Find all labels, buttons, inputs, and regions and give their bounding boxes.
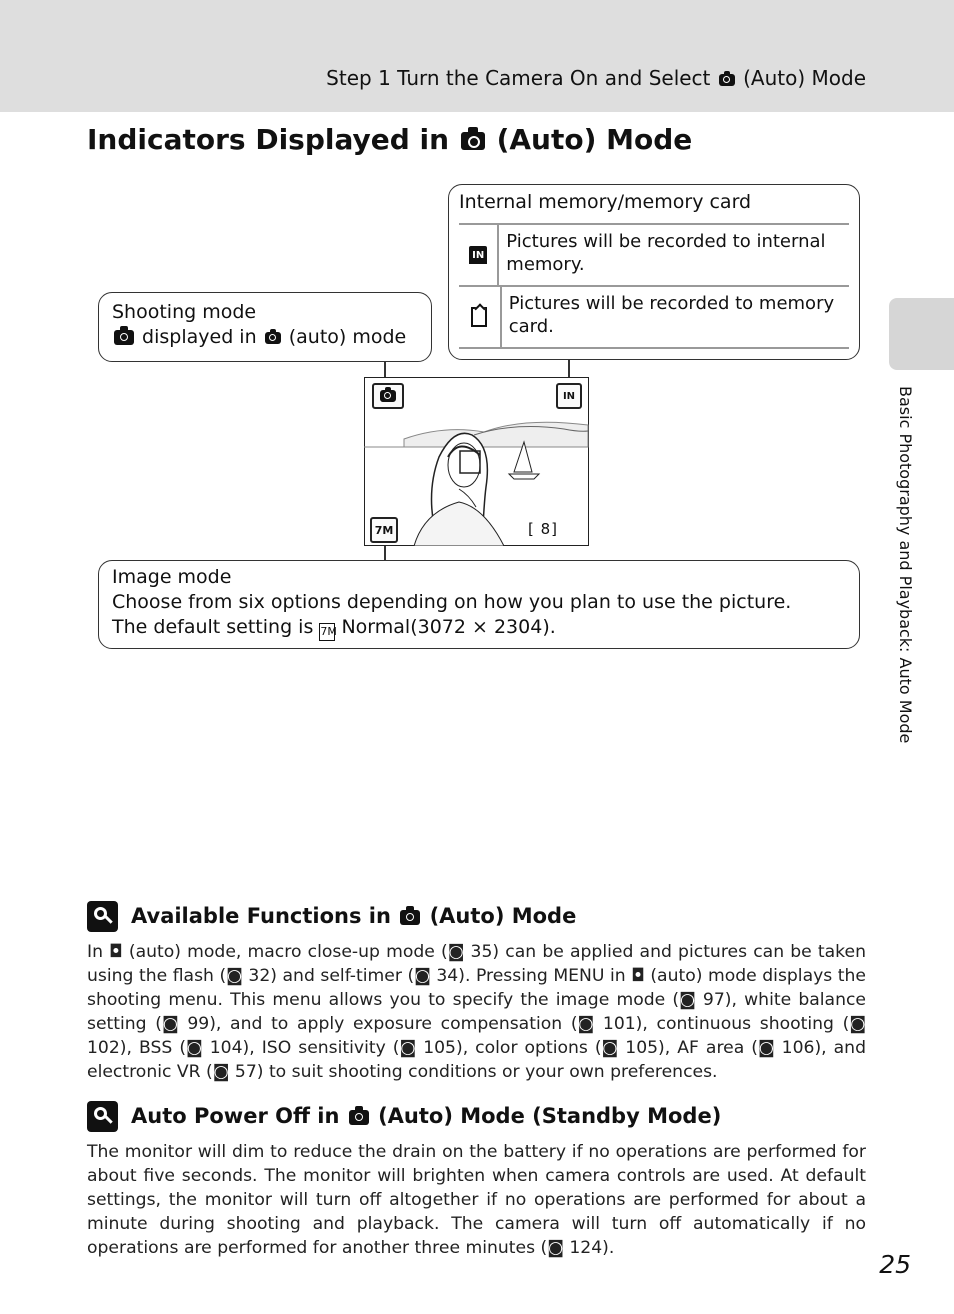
page-title-suffix: (Auto) Mode [496,123,693,156]
leader-line [384,544,386,561]
internal-memory-icon: IN [469,246,487,264]
memory-row-text: Pictures will be recorded to memory card. [508,293,835,337]
camera-icon [719,74,735,86]
running-head-suffix: (Auto) Mode [743,66,866,90]
monitor-screen [364,377,589,546]
page-title-prefix: Indicators Displayed in [87,123,450,156]
page-number: 25 [879,1250,911,1279]
image-mode-line1: Choose from six options depending on how you plan to use the picture. [112,591,792,613]
memory-icon-cell [459,287,502,347]
shooting-mode-indicator [372,383,404,409]
camera-icon [461,132,485,150]
page-title [87,123,692,156]
section-heading-prefix: Available Functions in [131,904,391,928]
image-mode-indicator: 7M [370,517,398,543]
section-heading-suffix: (Auto) Mode [429,904,577,928]
side-tab [889,298,954,370]
shooting-mode-callout [98,292,432,362]
image-mode-line2-suffix: Normal(3072 × 2304). [341,616,556,638]
memory-row-text: Pictures will be recorded to internal memory. [506,231,826,275]
running-head-prefix: Step 1 Turn the Camera On and Select [326,66,711,90]
image-mode-icon: 7M [319,623,335,641]
memory-callout [448,184,860,360]
image-mode-line2-prefix: The default setting is [112,616,314,638]
memory-row-card [459,285,849,347]
memory-table [459,223,849,349]
shooting-mode-end: (auto) mode [288,326,407,348]
running-head [326,66,866,90]
header-band [0,0,954,112]
section-heading [131,1104,721,1128]
section-body: In ◘ (auto) mode, macro close-up mode (◙ 35) can be applied and pictures can be taken using the flash (◙ 32) and self-timer (◙ 34). Pressing MENU in ◘ (auto) mode displays the shooting menu. This menu allows you to specify the image mode (◙ 97), white balance setting (◙ 99), and to apply exposure compensation (◙ 101), continuous shooting (◙ 102), BSS (◙ 104), ISO sensitivity (◙ 105), color options (◙ 105), AF area (◙ 106), and electronic VR (◙ 57) to suit shooting conditions or your own preferences. [87,942,866,1082]
section-heading-suffix: (Auto) Mode (Standby Mode) [378,1104,722,1128]
camera-icon [349,1110,369,1125]
memory-card-icon [471,307,487,327]
camera-icon [265,332,281,344]
image-mode-callout [98,560,860,649]
note-icon [87,901,118,932]
camera-icon [380,390,396,402]
section-heading-prefix: Auto Power Off in [131,1104,340,1128]
note-icon [87,1101,118,1132]
memory-callout-title: Internal memory/memory card [459,191,752,213]
section-body: The monitor will dim to reduce the drain on the battery if no operations are performed for about five seconds. The monitor will brighten when camera controls are used. At default settings, the monitor will turn off altogether if no operations are performed for about a minute during shooting and playback. The camera will turn off automatically if no operations are performed for another three minutes (◙ 124). [87,1142,866,1258]
camera-icon [400,910,420,925]
image-mode-title: Image mode [112,566,232,588]
internal-memory-indicator: IN [556,383,582,409]
shooting-mode-mid: displayed in [142,326,257,348]
shooting-mode-line [112,325,418,350]
memory-icon-cell [459,225,499,285]
memory-row-internal [459,225,849,285]
camera-icon [114,330,134,345]
image-mode-line2 [112,615,846,641]
side-tab-label: Basic Photography and Playback: Auto Mode [896,386,915,744]
shooting-mode-title: Shooting mode [112,301,257,323]
section-heading [131,904,576,928]
exposures-remaining: [ 8] [528,520,559,538]
